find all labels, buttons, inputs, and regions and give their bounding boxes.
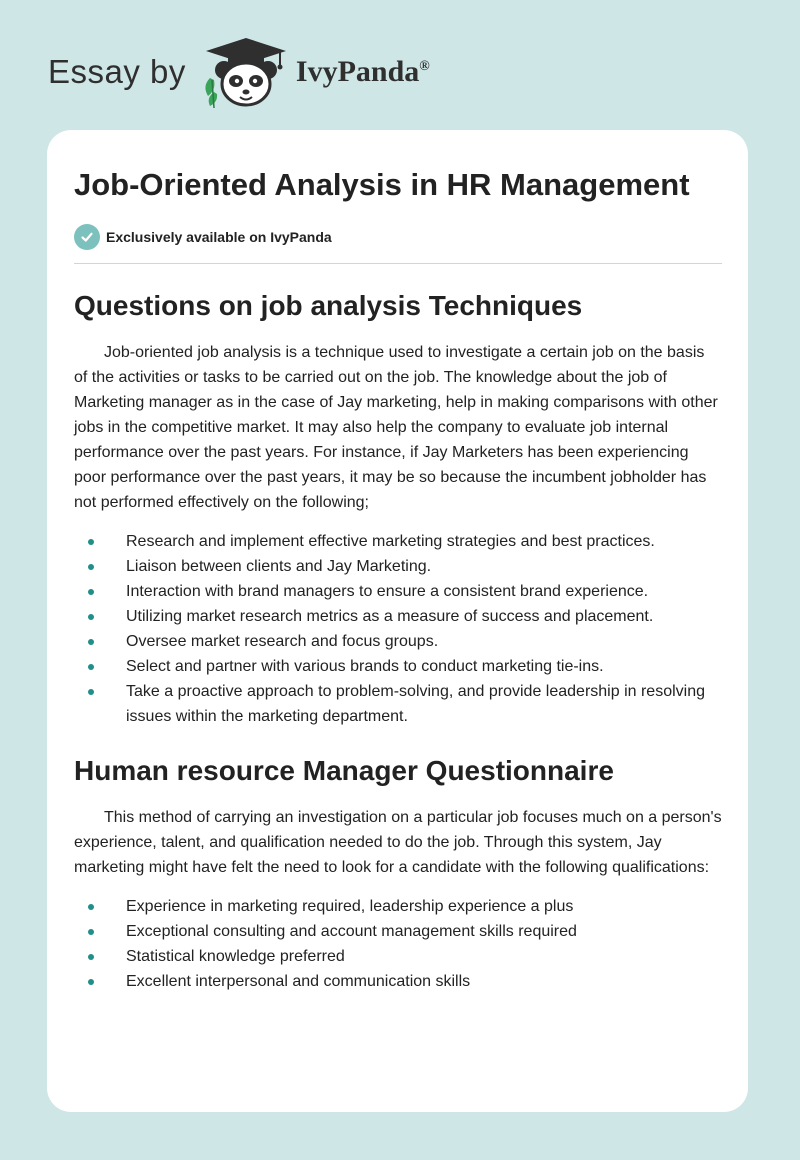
exclusive-label: Exclusively available on IvyPanda: [106, 229, 332, 245]
bullet-dot: [88, 979, 94, 985]
section-heading: Human resource Manager Questionnaire: [74, 755, 614, 786]
list-item: Select and partner with various brands to conduct marketing tie-ins.: [74, 654, 722, 679]
essay-title: Job-Oriented Analysis in HR Management: [74, 167, 690, 202]
list-item: Take a proactive approach to problem-solving, and provide leadership in resolving issues within the marketing department.: [74, 679, 722, 729]
bullet-list: [74, 529, 722, 729]
bullet-list: [74, 894, 722, 994]
section-job-analysis: [74, 289, 722, 729]
bullet-dot: [88, 904, 94, 910]
registered-mark: ®: [419, 59, 430, 74]
bullet-dot: [88, 929, 94, 935]
check-icon: [74, 224, 100, 250]
list-item: Experience in marketing required, leadership experience a plus: [74, 894, 722, 919]
list-item: Utilizing market research metrics as a measure of success and placement.: [74, 604, 722, 629]
bullet-dot: [88, 664, 94, 670]
divider: [74, 263, 722, 264]
essay-by-label: Essay by: [48, 53, 186, 90]
bullet-dot: [88, 689, 94, 695]
list-item: Research and implement effective marketing strategies and best practices.: [74, 529, 722, 554]
section-hr-questionnaire: [74, 754, 722, 994]
exclusive-badge: [74, 224, 722, 250]
section-heading: Questions on job analysis Techniques: [74, 290, 583, 321]
essay-card: [47, 130, 748, 1112]
bullet-dot: [88, 614, 94, 620]
panda-logo-icon[interactable]: [200, 34, 292, 110]
list-item: Interaction with brand managers to ensure a consistent brand experience.: [74, 579, 722, 604]
brand-name[interactable]: IvyPanda®: [295, 55, 430, 88]
bullet-dot: [88, 564, 94, 570]
bullet-dot: [88, 539, 94, 545]
list-item: Excellent interpersonal and communication skills: [74, 969, 722, 994]
list-item: Exceptional consulting and account management skills required: [74, 919, 722, 944]
bullet-dot: [88, 639, 94, 645]
list-item: Oversee market research and focus groups.: [74, 629, 722, 654]
list-item: Liaison between clients and Jay Marketing.: [74, 554, 722, 579]
bullet-dot: [88, 954, 94, 960]
section-paragraph: Job-oriented job analysis is a technique used to investigate a certain job on the basis of the activities or tasks to be carried out on the job. The knowledge about the job of Marketing manager as in the case of Jay marketing, help in making comparisons with other jobs in the competitive market. It may also help the company to evaluate job internal performance over the past years. For instance, if Jay Marketers has been experiencing poor performance over the past years, it may be so because the incumbent jobholder has not performed effectively on the following;: [74, 344, 718, 511]
list-item: Statistical knowledge preferred: [74, 944, 722, 969]
section-paragraph: This method of carrying an investigation on a particular job focuses much on a person's experience, talent, and qualification needed to do the job. Through this system, Jay marketing might have felt the need to look for a candidate with the following qualifications:: [74, 809, 722, 876]
site-header: [48, 34, 430, 110]
bullet-dot: [88, 589, 94, 595]
